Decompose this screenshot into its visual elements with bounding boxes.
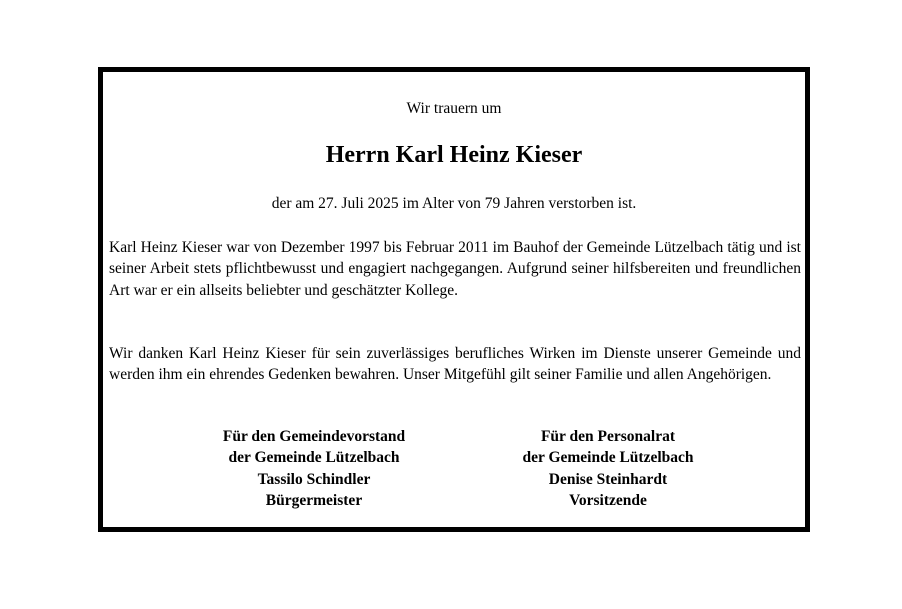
signatory-title: Vorsitzende	[569, 491, 647, 509]
deceased-name: Herrn Karl Heinz Kieser	[325, 142, 583, 168]
signatory-name: Tassilo Schindler	[257, 470, 371, 488]
signature-line-1: Für den Personalrat	[540, 428, 676, 445]
intro-text: Wir trauern um	[406, 100, 502, 117]
signature-block-staff-council	[468, 426, 748, 511]
obituary-notice	[98, 67, 810, 532]
signature-block-municipal-board	[174, 426, 454, 511]
signature-line-2: der Gemeinde Lützelbach	[228, 449, 400, 467]
signature-line-1: Für den Gemeindevorstand	[222, 428, 406, 445]
signature-line-2: der Gemeinde Lützelbach	[522, 449, 694, 467]
signatory-title: Bürgermeister	[265, 491, 363, 509]
signatory-name: Denise Steinhardt	[548, 470, 668, 488]
paragraph-thanks: Wir danken Karl Heinz Kieser für sein zuverlässiges berufliches Wirken im Dienste unserer Gemeinde und werden ihm ein ehrendes Gedenken bewahren. Unser Mitgefühl gilt seiner Familie und allen Angehörigen.	[109, 345, 801, 384]
paragraph-career: Karl Heinz Kieser war von Dezember 1997 bis Februar 2011 im Bauhof der Gemeinde Lützelbach tätig und ist seiner Arbeit stets pflichtbewusst und engagiert nachgegangen. Aufgrund seiner hilfsbereiten und freundlichen Art war er ein allseits beliebter und geschätzter Kollege.	[109, 239, 801, 299]
death-date-line: der am 27. Juli 2025 im Alter von 79 Jahren verstorben ist.	[271, 195, 637, 212]
